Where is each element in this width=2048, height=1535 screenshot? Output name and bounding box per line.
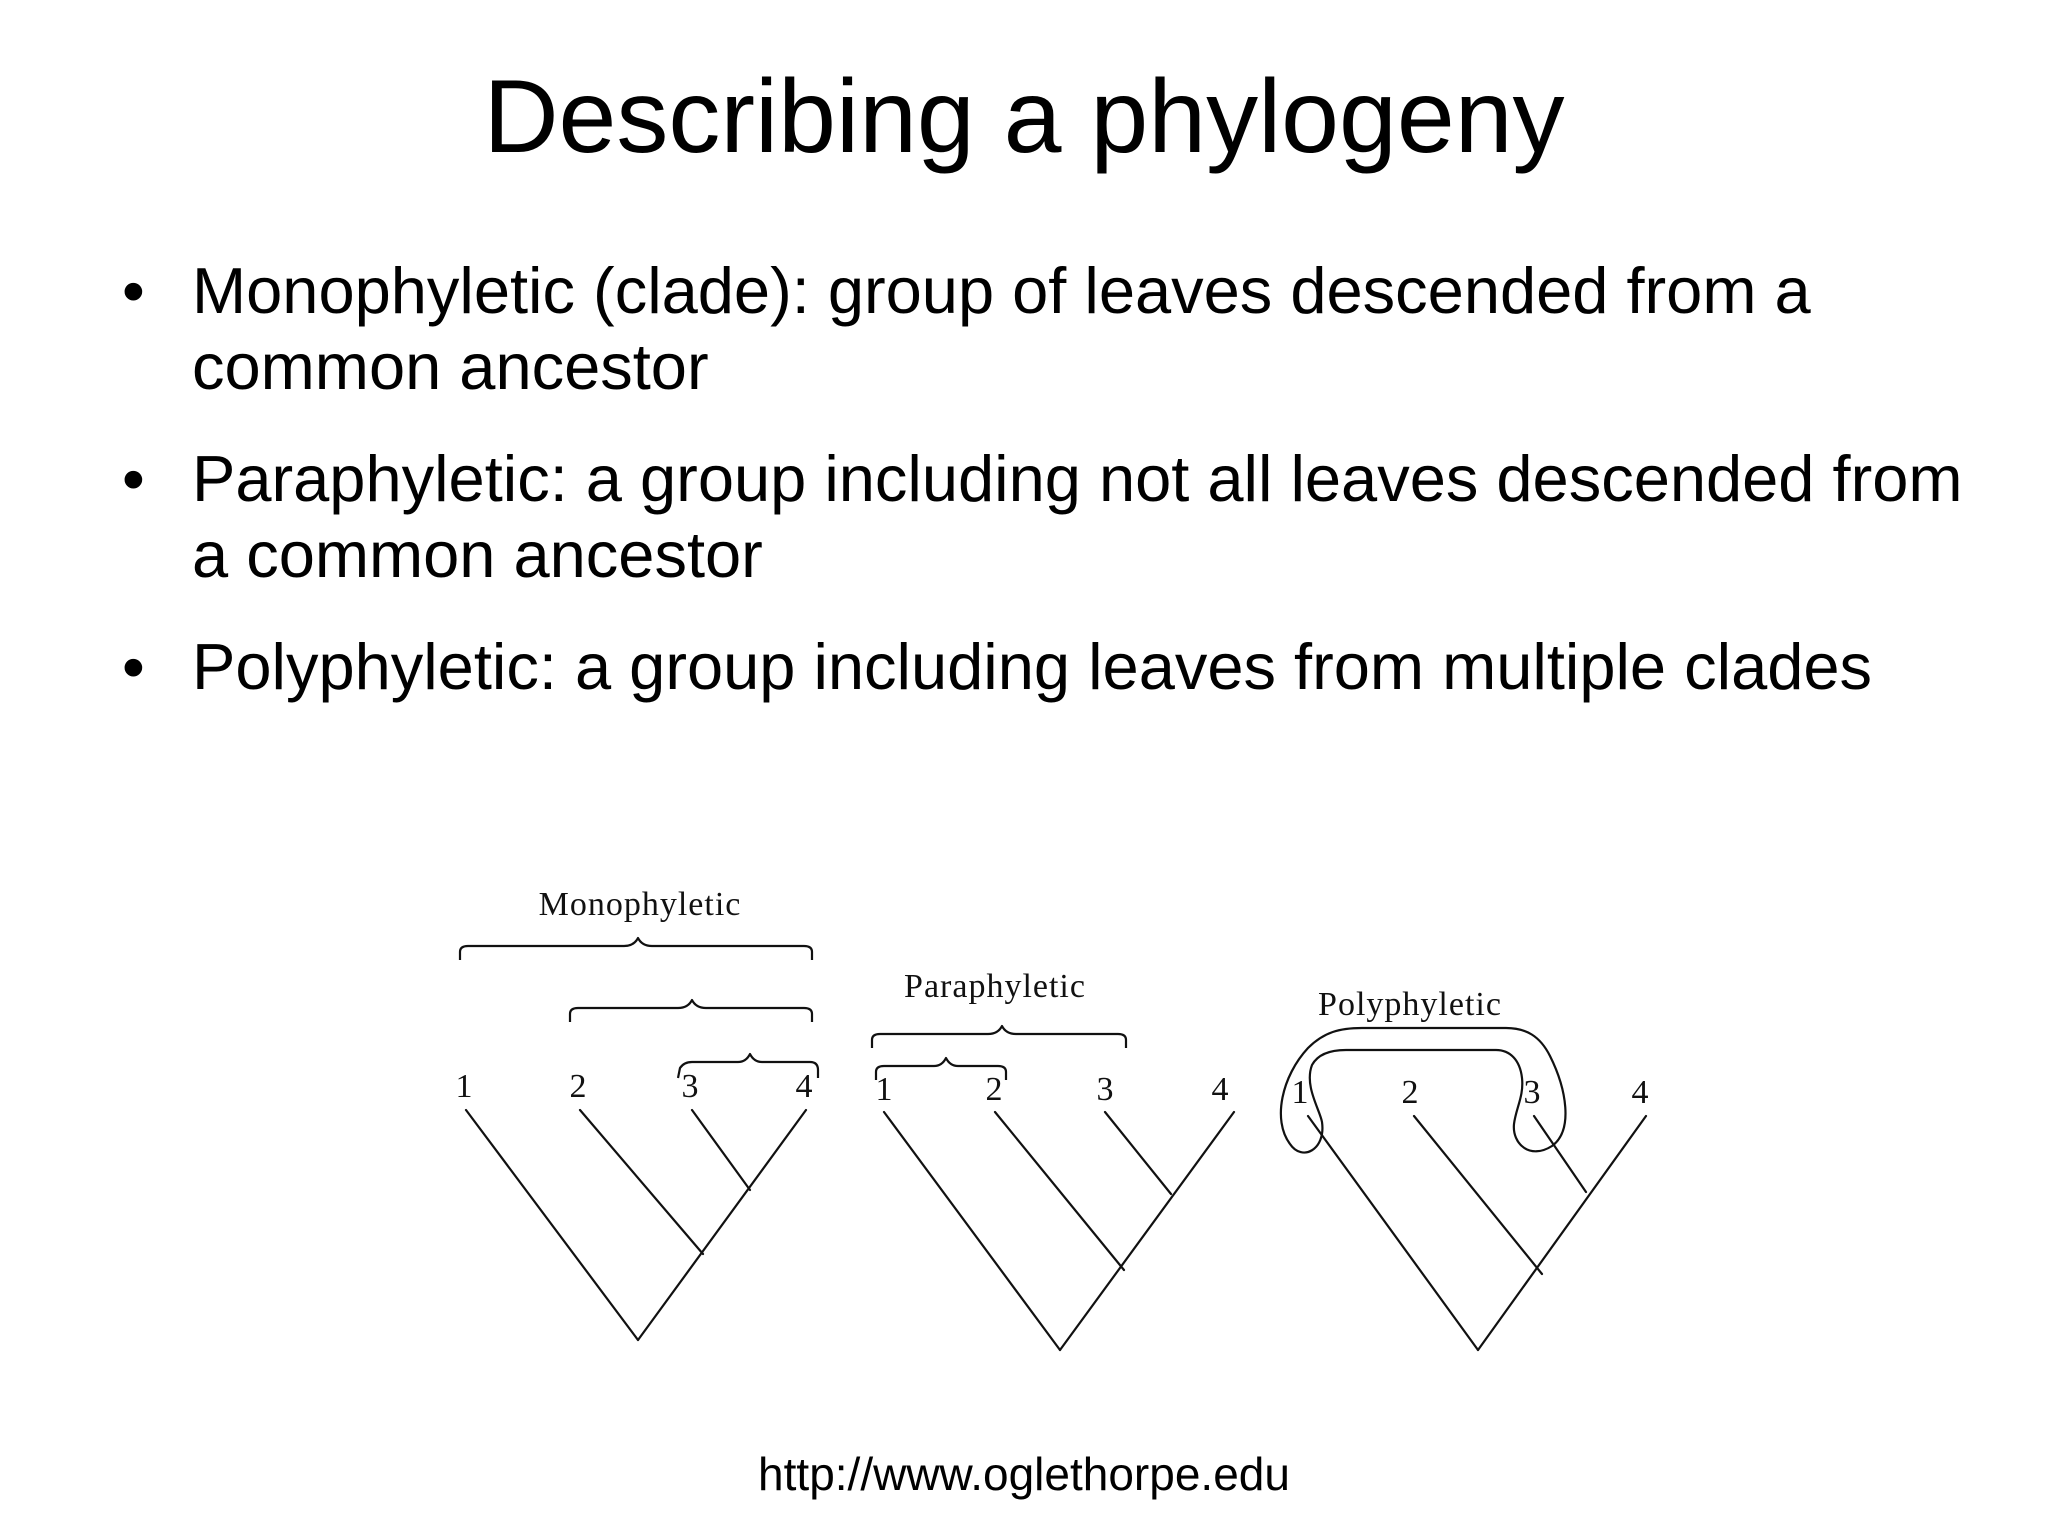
slide-title: Describing a phylogeny — [483, 59, 1565, 175]
branch-leaf-1 — [884, 1112, 1060, 1350]
leaf-label-2: 2 — [985, 1071, 1003, 1108]
leaf-label-4: 4 — [795, 1068, 813, 1105]
branch-leaf-1 — [1308, 1116, 1478, 1350]
leaf-label-3: 3 — [1096, 1071, 1114, 1108]
brace-middle — [570, 1000, 812, 1022]
tree-polyphyletic — [1281, 986, 1649, 1350]
leaf-label-3: 3 — [681, 1068, 699, 1105]
branch-leaf-3 — [692, 1110, 750, 1190]
leaf-label-2: 2 — [569, 1068, 587, 1105]
leaf-label-4: 4 — [1211, 1071, 1229, 1108]
group-label-polyphyletic: Polyphyletic — [1318, 986, 1502, 1023]
tree-paraphyletic — [872, 968, 1234, 1350]
branch-leaf-1 — [466, 1110, 638, 1340]
branch-leaf-4 — [1478, 1116, 1646, 1350]
phylogeny-diagram — [420, 860, 1680, 1380]
leaf-label-1: 1 — [1291, 1074, 1309, 1111]
bullet-text: Paraphyletic: a group including not all leaves descended from a common ancestor — [192, 442, 1963, 591]
branch-leaf-2 — [580, 1110, 703, 1254]
branch-leaf-3 — [1105, 1112, 1171, 1194]
bullet-dot: • — [122, 254, 145, 327]
group-label-paraphyletic: Paraphyletic — [904, 968, 1086, 1005]
branch-leaf-2 — [995, 1112, 1124, 1270]
branch-leaf-4 — [1060, 1112, 1234, 1350]
bullet-text: Polyphyletic: a group including leaves from multiple clades — [192, 630, 1873, 703]
bullet-dot: • — [122, 630, 145, 703]
group-label-monophyletic: Monophyletic — [538, 886, 742, 923]
bullet-item-monophyletic — [122, 253, 2002, 405]
brace-outer — [460, 938, 812, 960]
leaf-label-3: 3 — [1523, 1074, 1541, 1111]
bullet-dot: • — [122, 442, 145, 515]
leaf-label-2: 2 — [1401, 1074, 1419, 1111]
leaf-label-1: 1 — [455, 1068, 473, 1105]
branch-leaf-2 — [1414, 1116, 1542, 1274]
brace-paraphyletic-outer — [872, 1026, 1126, 1048]
leaf-label-4: 4 — [1631, 1074, 1649, 1111]
branch-leaf-4 — [638, 1110, 806, 1340]
bullet-list — [122, 253, 2002, 741]
branch-leaf-3 — [1534, 1116, 1586, 1192]
bullet-item-polyphyletic — [122, 629, 2002, 705]
tree-monophyletic — [456, 886, 819, 1340]
source-url: http://www.oglethorpe.edu — [758, 1448, 1290, 1500]
bullet-item-paraphyletic — [122, 441, 2002, 593]
leaf-label-1: 1 — [875, 1071, 893, 1108]
bullet-text: Monophyletic (clade): group of leaves descended from a common ancestor — [192, 254, 1811, 403]
